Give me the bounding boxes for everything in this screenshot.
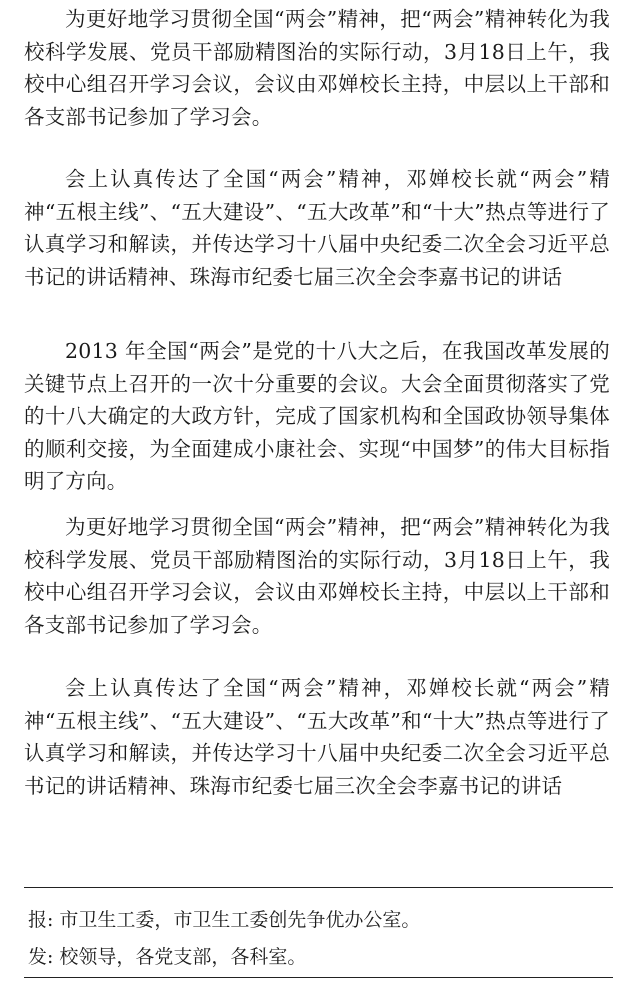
footer-report-line <box>28 907 420 933</box>
footer-send-separator: : <box>47 946 54 968</box>
body-paragraph-5: 会上认真传达了全国“两会”精神，邓婵校长就“两会”精神“五根主线”、“五大建设”、“五大改革”和“十大”热点等进行了认真学习和解读，并传达学习十八届中央纪委二次全会习近平总书记的讲话精神、珠海市纪委七届三次全会李嘉书记的讲话 <box>24 676 610 798</box>
footer-send-recipients: 校领导，各党支部，各科室。 <box>59 946 307 968</box>
body-paragraph-2: 会上认真传达了全国“两会”精神，邓婵校长就“两会”精神“五根主线”、“五大建设”、“五大改革”和“十大”热点等进行了认真学习和解读，并传达学习十八届中央纪委二次全会习近平总书记的讲话精神、珠海市纪委七届三次全会李嘉书记的讲话 <box>24 167 610 289</box>
footer-report-separator: : <box>47 909 54 931</box>
body-paragraph-4: 为更好地学习贯彻全国“两会”精神，把“两会”精神转化为我校科学发展、党员干部励精图治的实际行动，3月18日上午，我校中心组召开学习会议，会议由邓婵校长主持，中层以上干部和各支部书记参加了学习会。 <box>24 515 610 637</box>
footer-bottom-divider <box>24 977 613 978</box>
footer-send-label: 发 <box>28 946 48 968</box>
footer-report-label: 报 <box>28 909 48 931</box>
footer-top-divider <box>24 887 613 888</box>
footer-send-line <box>28 944 306 970</box>
body-paragraph-1: 为更好地学习贯彻全国“两会”精神，把“两会”精神转化为我校科学发展、党员干部励精图治的实际行动，3月18日上午，我校中心组召开学习会议，会议由邓婵校长主持，中层以上干部和各支部书记参加了学习会。 <box>24 7 610 129</box>
footer-report-recipients: 市卫生工委，市卫生工委创先争优办公室。 <box>59 909 421 931</box>
body-paragraph-3: 2013 年全国“两会”是党的十八大之后，在我国改革发展的关键节点上召开的一次十分重要的会议。大会全面贯彻落实了党的十八大确定的大政方针，完成了国家机构和全国政协领导集体的顺利交接，为全面建成小康社会、实现“中国梦”的伟大目标指明了方向。 <box>24 339 610 494</box>
